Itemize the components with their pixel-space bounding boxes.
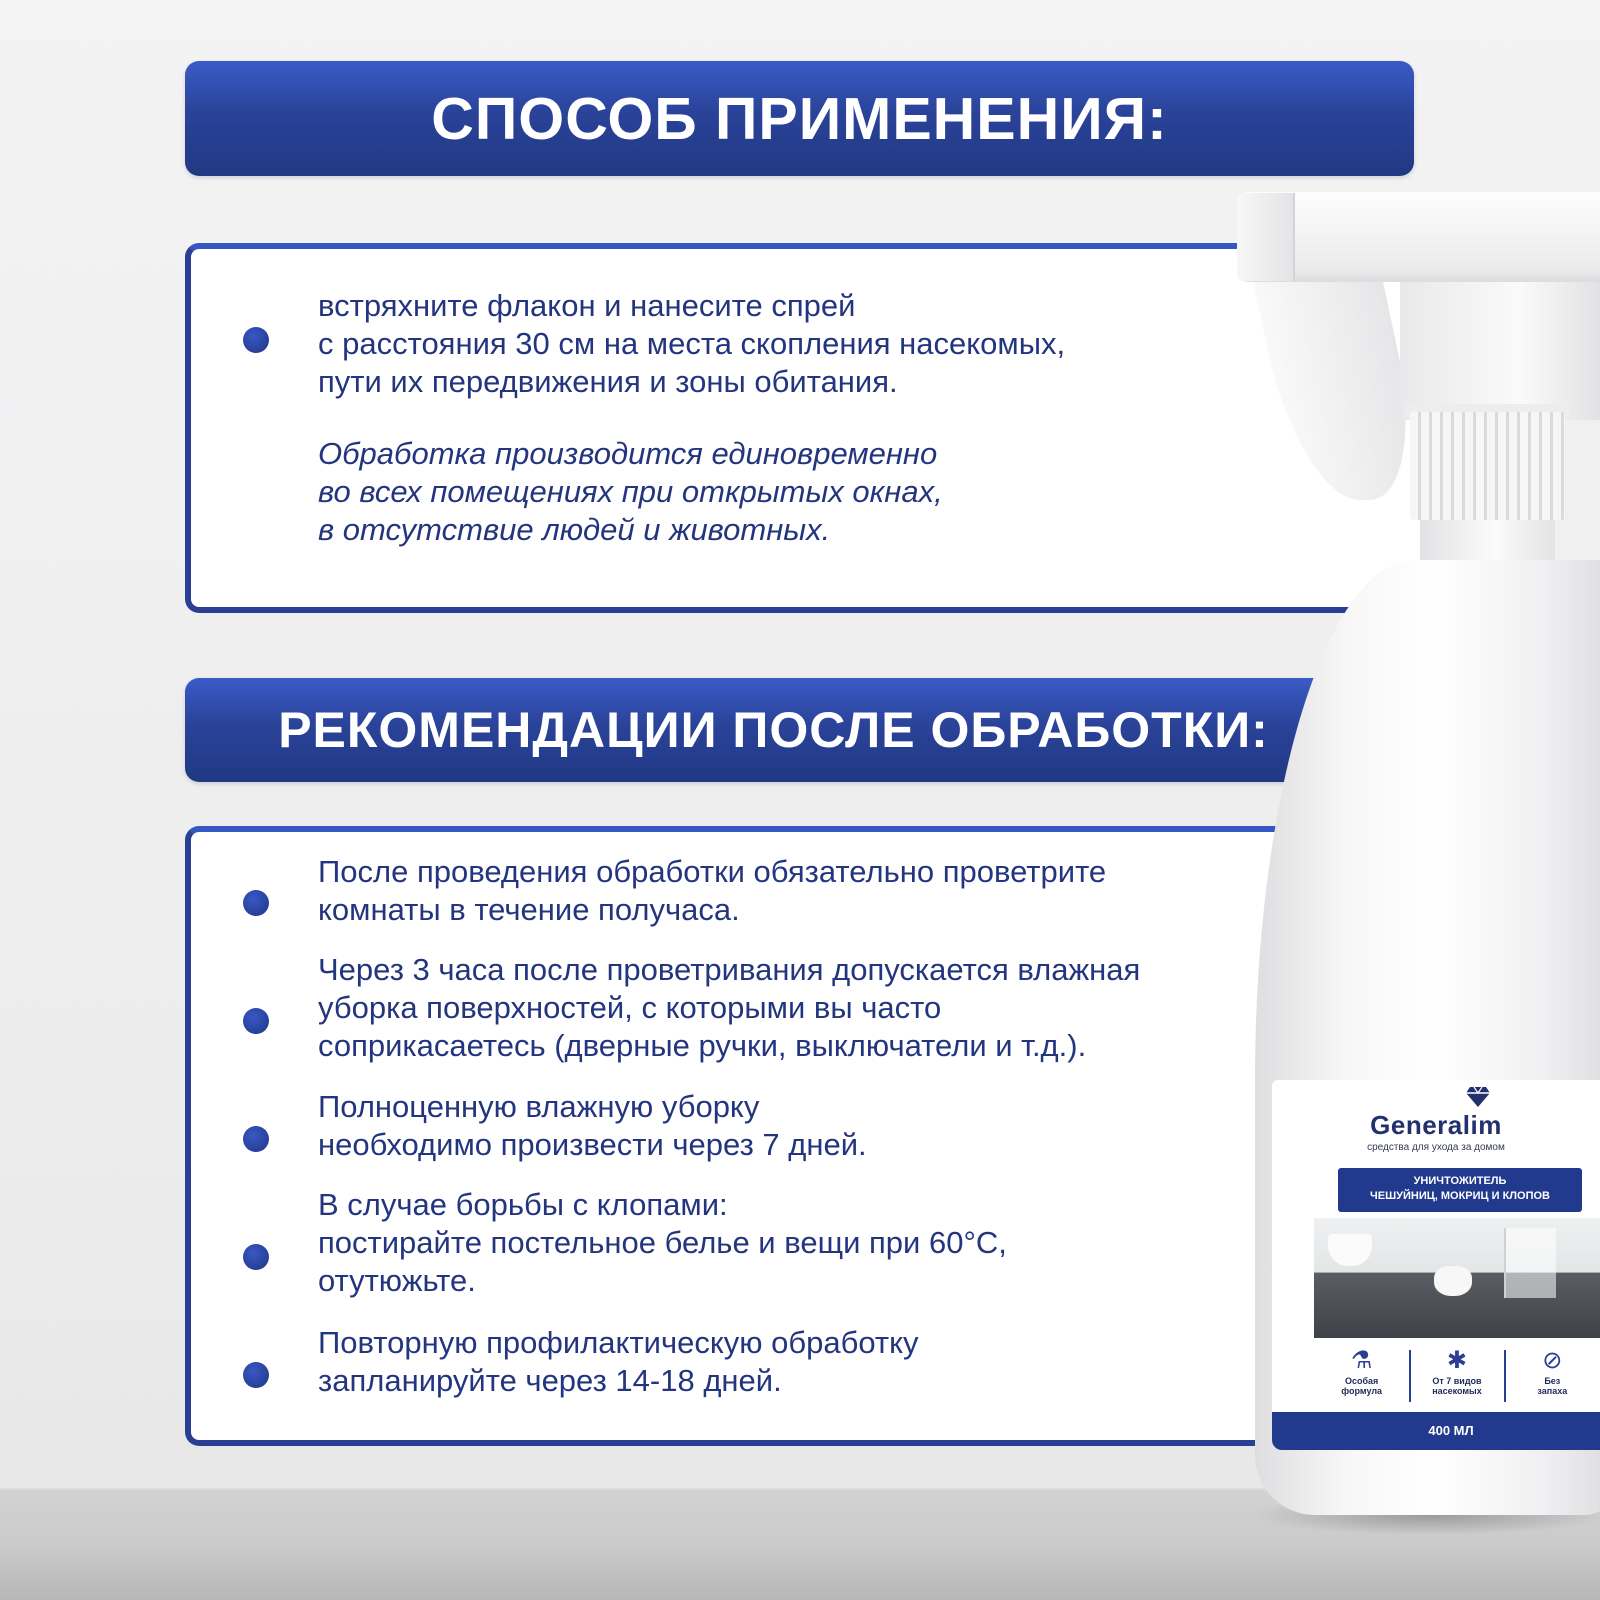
bug-icon: ✱ (1446, 1347, 1468, 1374)
bottle-cap (1410, 412, 1565, 520)
method-instruction (318, 287, 1065, 401)
bullet-dot (243, 1362, 269, 1388)
feature-icons (1314, 1346, 1600, 1412)
no-smell-icon: ⊘ (1542, 1347, 1563, 1374)
method-box (185, 243, 1426, 613)
volume-bar (1272, 1412, 1600, 1450)
feature-odorless (1512, 1346, 1592, 1396)
recommendation-line: Повторную профилактическую обработку (318, 1325, 919, 1360)
feature-label: Без (1544, 1376, 1561, 1386)
recommendation-item (318, 1088, 867, 1164)
feature-label: насекомых (1432, 1386, 1482, 1396)
recommendation-line: Через 3 часа после проветривания допускается влажная (318, 952, 1141, 987)
recommendation-line: отутюжьте. (318, 1263, 476, 1298)
method-note (318, 435, 943, 549)
bullet-dot (243, 1008, 269, 1034)
feature-label: запаха (1537, 1386, 1568, 1396)
recommendation-line: Полноценную влажную уборку (318, 1089, 760, 1124)
method-line: с расстояния 30 см на места скопления насекомых, (318, 326, 1066, 361)
spray-nozzle (1237, 193, 1295, 281)
feature-label: От 7 видов (1432, 1376, 1482, 1386)
recommendation-line: В случае борьбы с клопами: (318, 1187, 728, 1222)
product-label (1272, 1080, 1600, 1450)
method-title-banner (185, 61, 1414, 176)
recommendations-title: РЕКОМЕНДАЦИИ ПОСЛЕ ОБРАБОТКИ: (278, 702, 1269, 758)
recommendation-line: соприкасаетесь (дверные ручки, выключатели и т.д.). (318, 1028, 1087, 1063)
product-name-badge (1338, 1168, 1582, 1212)
bullet-dot (243, 1126, 269, 1152)
feature-insects (1417, 1346, 1497, 1396)
brand-name: Generalim (1370, 1110, 1502, 1140)
recommendations-box (185, 826, 1426, 1446)
recommendation-item (318, 951, 1140, 1065)
recommendation-item (318, 853, 1106, 929)
recommendation-line: постирайте постельное белье и вещи при 60°С, (318, 1225, 1007, 1260)
diamond-logo-icon (1465, 1086, 1491, 1108)
product-name-line: ЧЕШУЙНИЦ, МОКРИЦ И КЛОПОВ (1370, 1190, 1550, 1202)
method-line: встряхните флакон и нанесите спрей (318, 288, 856, 323)
bullet-dot (243, 890, 269, 916)
recommendation-line: комнаты в течение получаса. (318, 892, 740, 927)
recommendations-title-banner (185, 678, 1414, 782)
trigger-housing (1400, 270, 1600, 420)
shower-glass-shape (1504, 1228, 1556, 1298)
recommendation-line: запланируйте через 14-18 дней. (318, 1363, 782, 1398)
volume-text: 400 МЛ (1428, 1423, 1474, 1438)
recommendation-line: уборка поверхностей, с которыми вы часто (318, 990, 942, 1025)
brand-tagline: средства для ухода за домом (1367, 1142, 1505, 1153)
feature-label: Особая (1344, 1376, 1379, 1386)
note-line: в отсутствие людей и животных. (318, 512, 831, 547)
recommendation-item (318, 1324, 919, 1400)
flask-icon: ⚗ (1350, 1347, 1373, 1374)
note-line: во всех помещениях при открытых окнах, (318, 474, 943, 509)
feature-formula (1322, 1346, 1402, 1396)
method-title: СПОСОБ ПРИМЕНЕНИЯ: (431, 85, 1168, 152)
method-line: пути их передвижения и зоны обитания. (318, 364, 898, 399)
bullet-dot (243, 327, 269, 353)
recommendation-line: После проведения обработки обязательно проветрите (318, 854, 1107, 889)
product-name-line: УНИЧТОЖИТЕЛЬ (1413, 1175, 1507, 1187)
bathroom-photo (1314, 1218, 1600, 1338)
feature-label: формула (1341, 1386, 1383, 1396)
note-line: Обработка производится единовременно (318, 436, 938, 471)
recommendation-item (318, 1186, 1007, 1300)
bullet-dot (243, 1244, 269, 1270)
sink-shape (1328, 1234, 1372, 1266)
toilet-shape (1434, 1266, 1472, 1296)
recommendation-line: необходимо произвести через 7 дней. (318, 1127, 867, 1162)
